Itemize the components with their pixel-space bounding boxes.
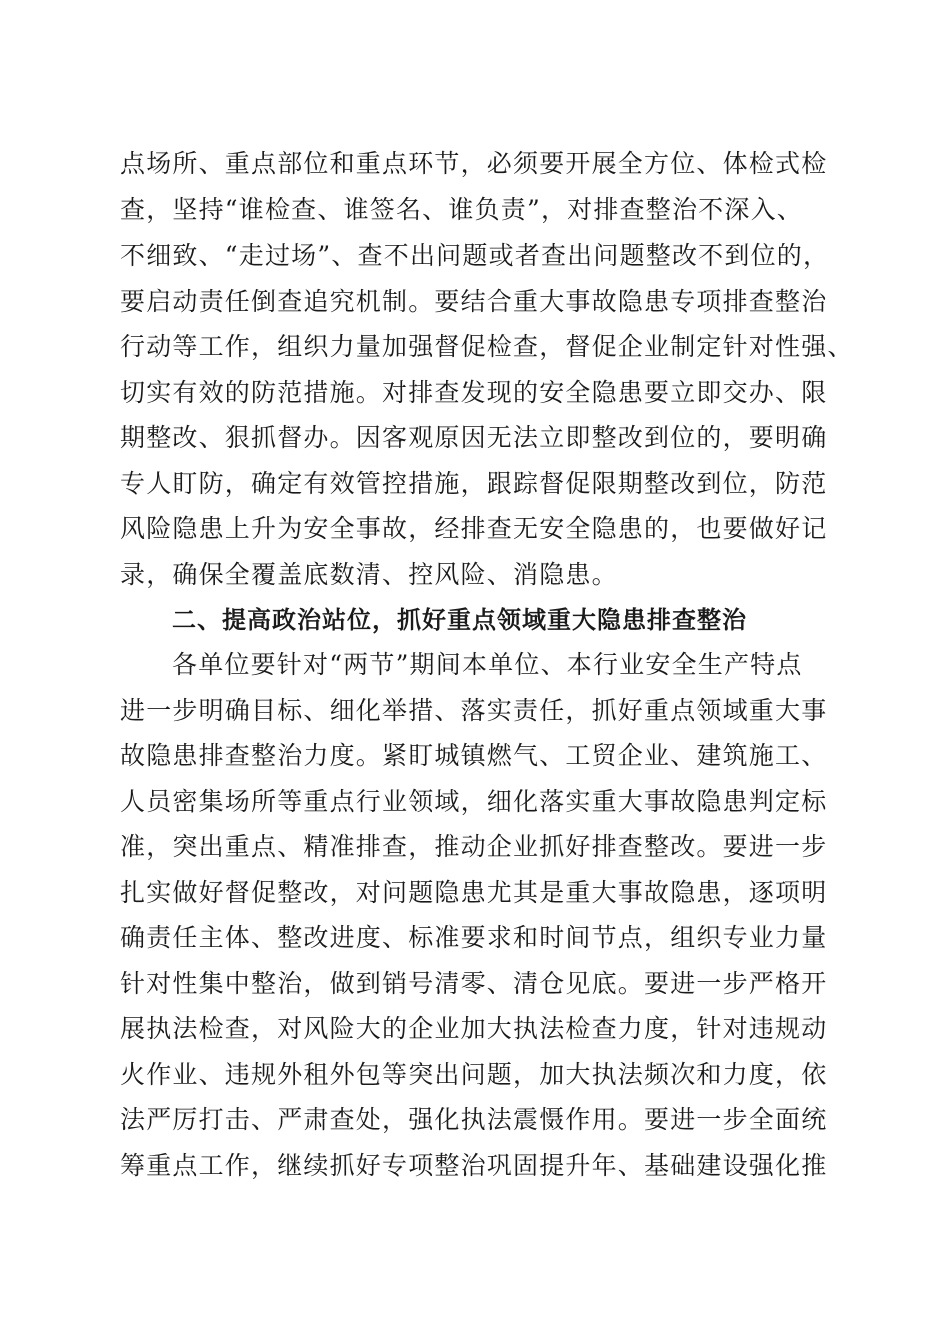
paragraph-2-line-5: 准，突出重点、精准排查，推动企业抓好排查整改。要进一步: [120, 832, 828, 861]
paragraph-1-line-10: 录，确保全覆盖底数清、控风险、消隐患。: [120, 560, 618, 589]
paragraph-2-line-11: 法严厉打击、严肃查处，强化执法震慑作用。要进一步全面统: [120, 1105, 828, 1134]
paragraph-2-line-3: 故隐患排查整治力度。紧盯城镇燃气、工贸企业、建筑施工、: [120, 741, 828, 770]
paragraph-2-line-4: 人员密集场所等重点行业领域，细化落实重大事故隐患判定标: [120, 787, 828, 816]
section-heading: 二、提高政治站位，抓好重点领域重大隐患排查整治: [172, 606, 747, 634]
paragraph-1-line-3: 不细致、“走过场”、查不出问题或者查出问题整改不到位的，: [120, 241, 830, 270]
paragraph-1-line-8: 专人盯防，确定有效管控措施，跟踪督促限期整改到位，防范: [120, 469, 828, 498]
document-body: [120, 0, 860, 1344]
paragraph-1-line-2: 查，坚持“谁检查、谁签名、谁负责”，对排查整治不深入、: [120, 195, 803, 224]
paragraph-2-line-1: 各单位要针对“两节”期间本单位、本行业安全生产特点: [172, 650, 803, 679]
paragraph-1-line-5: 行动等工作，组织力量加强督促检查，督促企业制定针对性强、: [120, 332, 854, 361]
paragraph-1-line-1: 点场所、重点部位和重点环节，必须要开展全方位、体检式检: [120, 149, 828, 178]
paragraph-2-line-12: 筹重点工作，继续抓好专项整治巩固提升年、基础建设强化推: [120, 1151, 828, 1180]
paragraph-2-line-6: 扎实做好督促整改，对问题隐患尤其是重大事故隐患，逐项明: [120, 878, 828, 907]
paragraph-1-line-6: 切实有效的防范措施。对排查发现的安全隐患要立即交办、限: [120, 378, 828, 407]
paragraph-2-line-8: 针对性集中整治，做到销号清零、清仓见底。要进一步严格开: [120, 969, 828, 998]
paragraph-1-line-9: 风险隐患上升为安全事故，经排查无安全隐患的，也要做好记: [120, 514, 828, 543]
paragraph-1-line-4: 要启动责任倒查追究机制。要结合重大事故隐患专项排查整治: [120, 287, 828, 316]
paragraph-2-line-10: 火作业、违规外租外包等突出问题，加大执法频次和力度，依: [120, 1060, 828, 1089]
paragraph-2-line-7: 确责任主体、整改进度、标准要求和时间节点，组织专业力量: [120, 923, 828, 952]
paragraph-2-line-2: 进一步明确目标、细化举措、落实责任，抓好重点领域重大事: [120, 696, 828, 725]
paragraph-2-line-9: 展执法检查，对风险大的企业加大执法检查力度，针对违规动: [120, 1014, 828, 1043]
paragraph-1-line-7: 期整改、狠抓督办。因客观原因无法立即整改到位的，要明确: [120, 423, 828, 452]
